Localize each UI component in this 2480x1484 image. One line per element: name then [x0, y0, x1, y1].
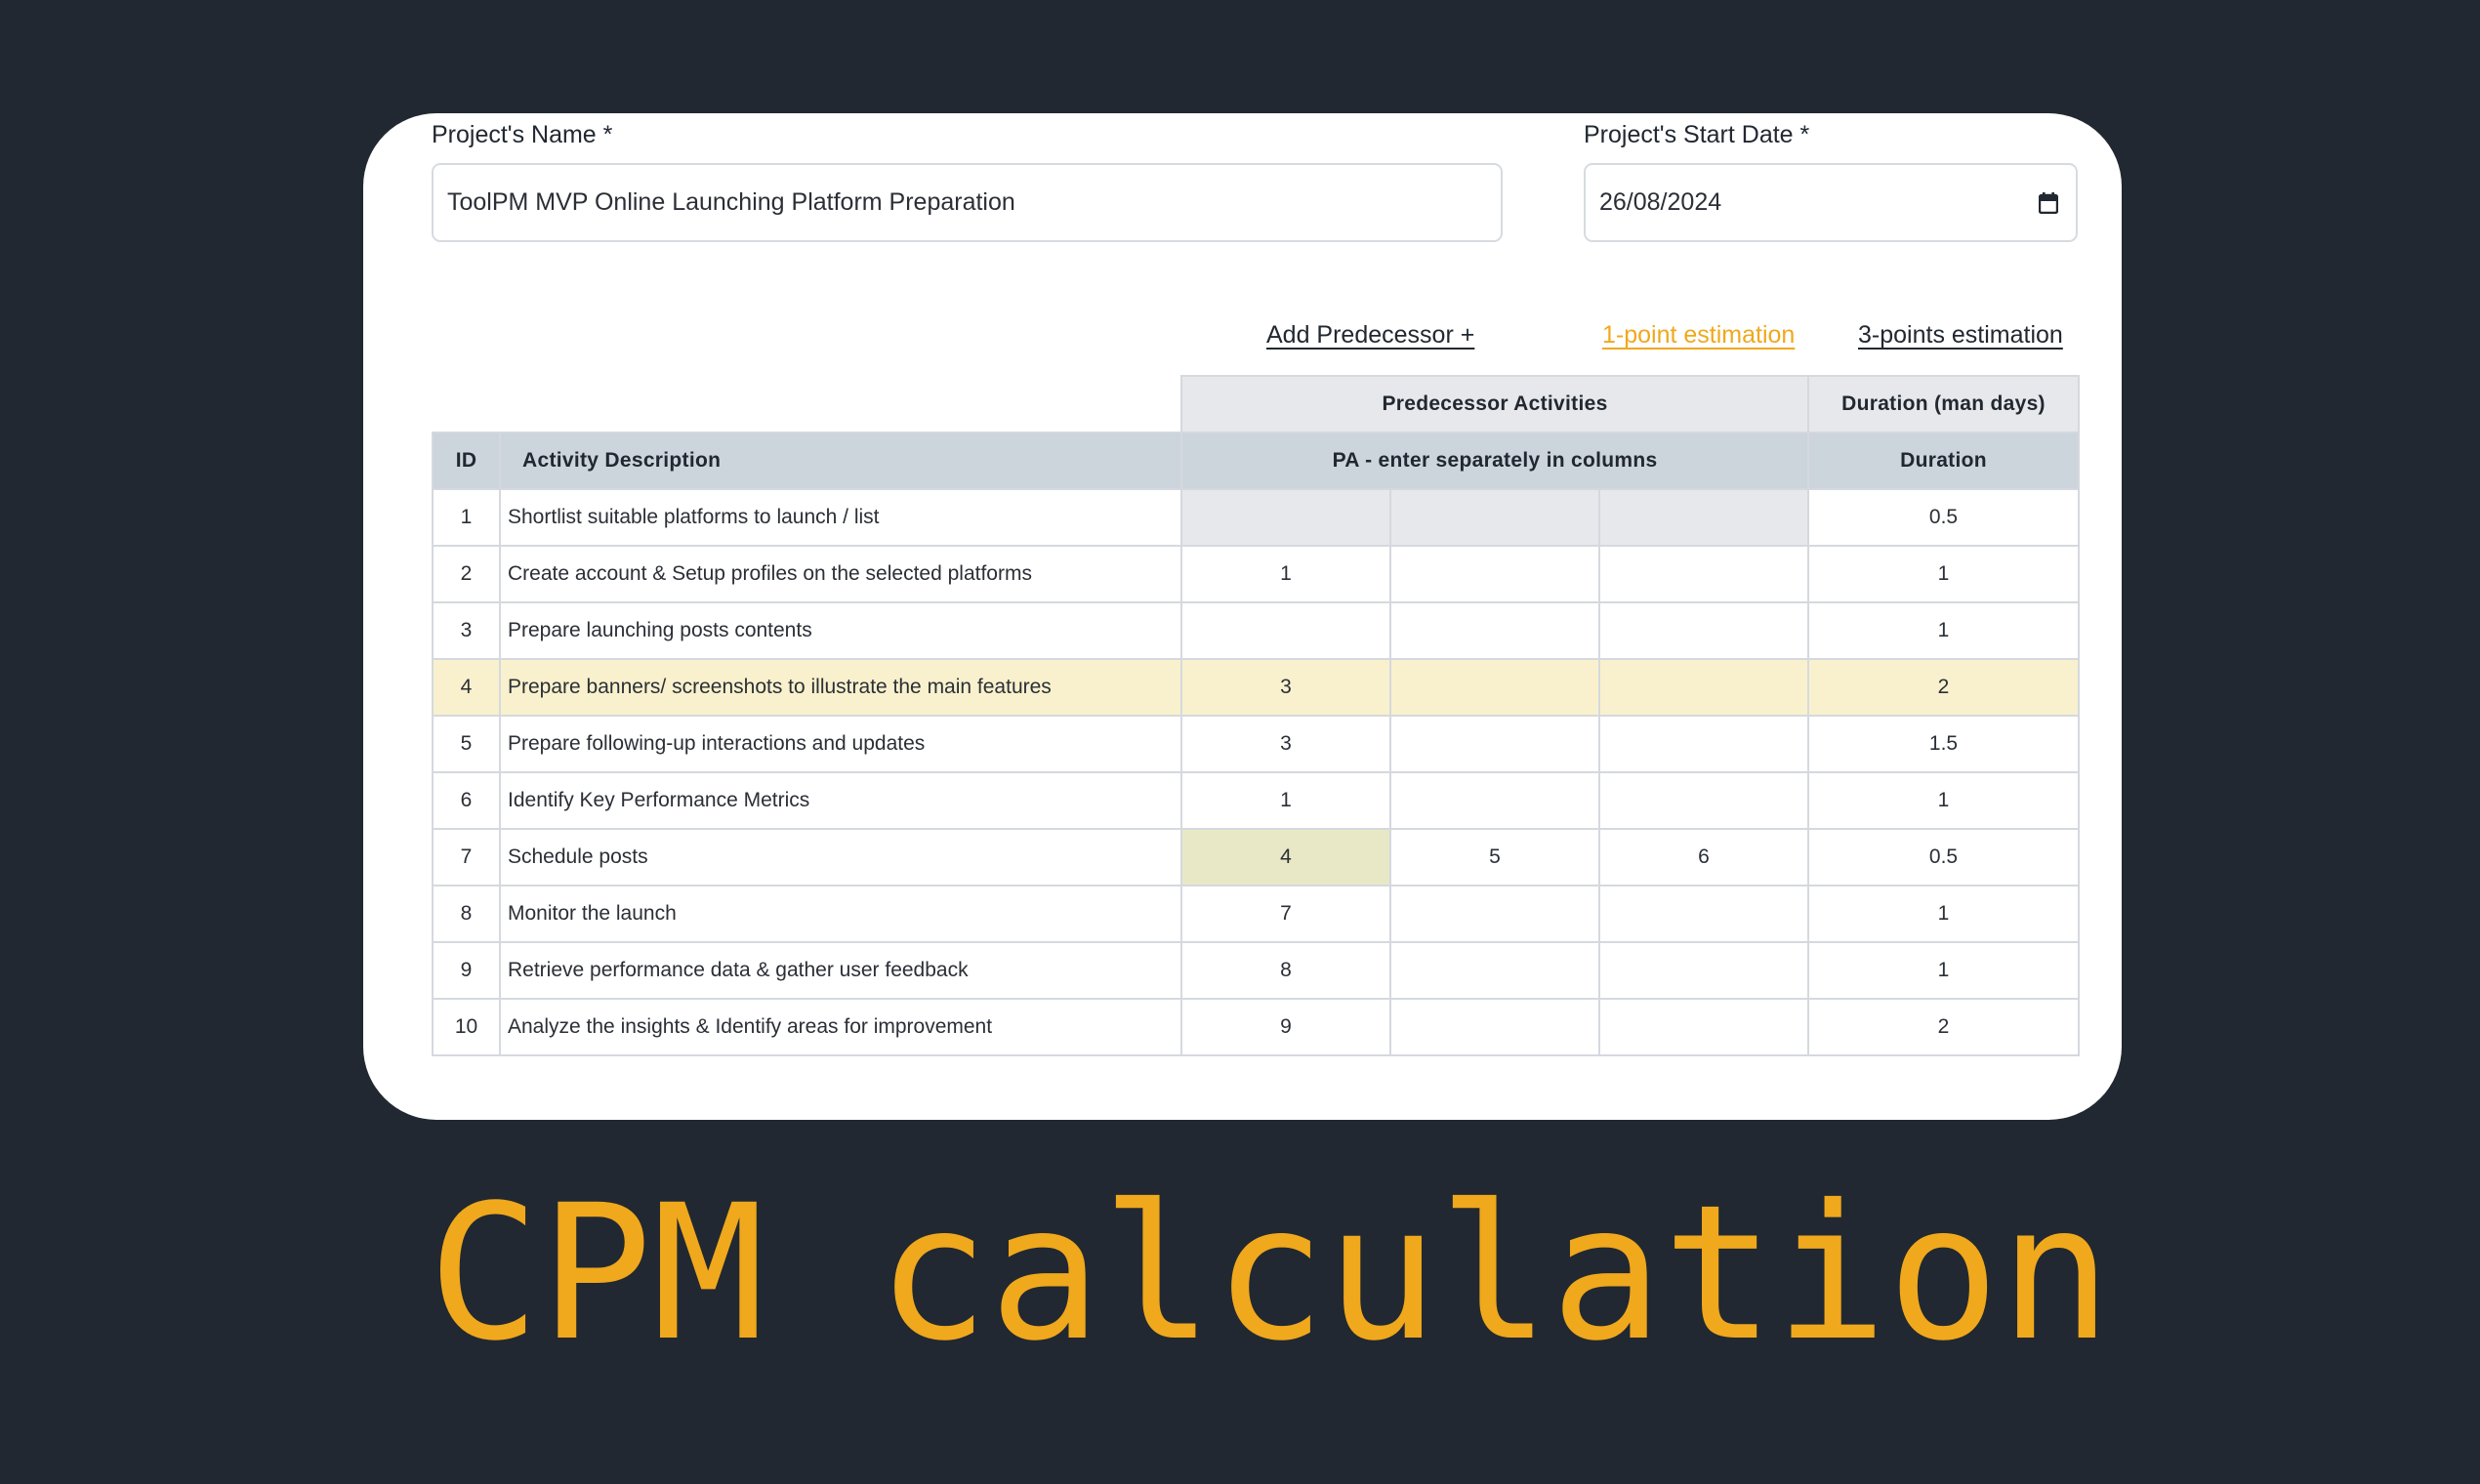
start-date-value: 26/08/2024 — [1599, 188, 1722, 216]
calendar-icon[interactable] — [2039, 192, 2058, 214]
table-row-highlighted — [433, 659, 2079, 716]
predecessor-activities-header: Predecessor Activities — [1181, 376, 1808, 433]
predecessor-cell[interactable]: 6 — [1599, 829, 1808, 886]
project-name-label: Project's Name * — [432, 121, 613, 148]
activities-table — [432, 375, 2080, 1056]
table-row — [433, 829, 2079, 886]
predecessor-cell[interactable] — [1390, 716, 1599, 772]
duration-group-header: Duration (man days) — [1808, 376, 2079, 433]
predecessor-cell[interactable] — [1599, 999, 1808, 1055]
duration-cell[interactable]: 2 — [1808, 999, 2079, 1055]
predecessor-cell[interactable]: 1 — [1181, 772, 1390, 829]
duration-cell[interactable]: 1 — [1808, 886, 2079, 942]
duration-cell[interactable]: 0.5 — [1808, 489, 2079, 546]
add-predecessor-link[interactable]: Add Predecessor + — [1266, 321, 1475, 349]
table-row — [433, 546, 2079, 602]
id-header: ID — [433, 433, 500, 489]
description-cell[interactable]: Monitor the launch — [500, 886, 1181, 942]
description-cell[interactable]: Schedule posts — [500, 829, 1181, 886]
id-cell: 1 — [433, 489, 500, 546]
duration-cell[interactable]: 1 — [1808, 546, 2079, 602]
table-row — [433, 602, 2079, 659]
table-row — [433, 886, 2079, 942]
predecessor-cell[interactable] — [1390, 546, 1599, 602]
predecessor-cell[interactable]: 9 — [1181, 999, 1390, 1055]
three-points-estimation-link[interactable]: 3-points estimation — [1858, 321, 2063, 349]
one-point-estimation-link[interactable]: 1-point estimation — [1602, 321, 1796, 349]
id-cell: 6 — [433, 772, 500, 829]
predecessor-cell[interactable] — [1599, 546, 1808, 602]
predecessor-cell[interactable] — [1599, 886, 1808, 942]
predecessor-cell[interactable] — [1181, 602, 1390, 659]
predecessor-cell[interactable]: 1 — [1181, 546, 1390, 602]
predecessor-cell[interactable] — [1390, 886, 1599, 942]
predecessor-cell[interactable] — [1390, 942, 1599, 999]
predecessor-cell-selected[interactable]: 4 — [1181, 829, 1390, 886]
predecessor-cell — [1181, 489, 1390, 546]
predecessor-cell — [1390, 489, 1599, 546]
id-cell: 5 — [433, 716, 500, 772]
predecessor-cell[interactable] — [1599, 716, 1808, 772]
description-cell[interactable]: Prepare following-up interactions and updates — [500, 716, 1181, 772]
id-cell: 8 — [433, 886, 500, 942]
id-cell: 9 — [433, 942, 500, 999]
table-row — [433, 716, 2079, 772]
project-name-input[interactable] — [432, 163, 1503, 242]
group-header-row — [433, 376, 2079, 433]
predecessor-cell[interactable] — [1599, 772, 1808, 829]
description-header: Activity Description — [500, 433, 1181, 489]
predecessor-cell[interactable] — [1390, 602, 1599, 659]
predecessor-cell[interactable] — [1599, 659, 1808, 716]
duration-cell[interactable]: 1 — [1808, 602, 2079, 659]
pa-header: PA - enter separately in columns — [1181, 433, 1808, 489]
predecessor-cell — [1599, 489, 1808, 546]
predecessor-cell[interactable]: 7 — [1181, 886, 1390, 942]
table-row — [433, 489, 2079, 546]
predecessor-cell[interactable] — [1599, 942, 1808, 999]
caption-title: CPM calculation — [428, 1166, 2112, 1382]
duration-header: Duration — [1808, 433, 2079, 489]
predecessor-cell[interactable]: 5 — [1390, 829, 1599, 886]
description-cell[interactable]: Create account & Setup profiles on the selected platforms — [500, 546, 1181, 602]
table-row — [433, 999, 2079, 1055]
description-cell[interactable]: Analyze the insights & Identify areas for improvement — [500, 999, 1181, 1055]
description-cell[interactable]: Prepare banners/ screenshots to illustrate the main features — [500, 659, 1181, 716]
id-cell: 10 — [433, 999, 500, 1055]
predecessor-cell[interactable] — [1390, 659, 1599, 716]
duration-cell[interactable]: 0.5 — [1808, 829, 2079, 886]
start-date-input[interactable] — [1584, 163, 2078, 242]
description-cell[interactable]: Shortlist suitable platforms to launch / list — [500, 489, 1181, 546]
table-row — [433, 772, 2079, 829]
predecessor-cell[interactable]: 8 — [1181, 942, 1390, 999]
column-header-row — [433, 433, 2079, 489]
duration-cell[interactable]: 1 — [1808, 942, 2079, 999]
duration-cell[interactable]: 1 — [1808, 772, 2079, 829]
id-cell: 4 — [433, 659, 500, 716]
predecessor-cell[interactable]: 3 — [1181, 716, 1390, 772]
duration-cell[interactable]: 1.5 — [1808, 716, 2079, 772]
duration-cell[interactable]: 2 — [1808, 659, 2079, 716]
table-row — [433, 942, 2079, 999]
description-cell[interactable]: Identify Key Performance Metrics — [500, 772, 1181, 829]
predecessor-cell[interactable] — [1390, 772, 1599, 829]
start-date-label: Project's Start Date * — [1584, 121, 1810, 148]
description-cell[interactable]: Retrieve performance data & gather user feedback — [500, 942, 1181, 999]
predecessor-cell[interactable] — [1599, 602, 1808, 659]
id-cell: 7 — [433, 829, 500, 886]
description-cell[interactable]: Prepare launching posts contents — [500, 602, 1181, 659]
id-cell: 3 — [433, 602, 500, 659]
predecessor-cell[interactable] — [1390, 999, 1599, 1055]
predecessor-cell[interactable]: 3 — [1181, 659, 1390, 716]
project-name-text[interactable] — [447, 188, 1487, 217]
id-cell: 2 — [433, 546, 500, 602]
